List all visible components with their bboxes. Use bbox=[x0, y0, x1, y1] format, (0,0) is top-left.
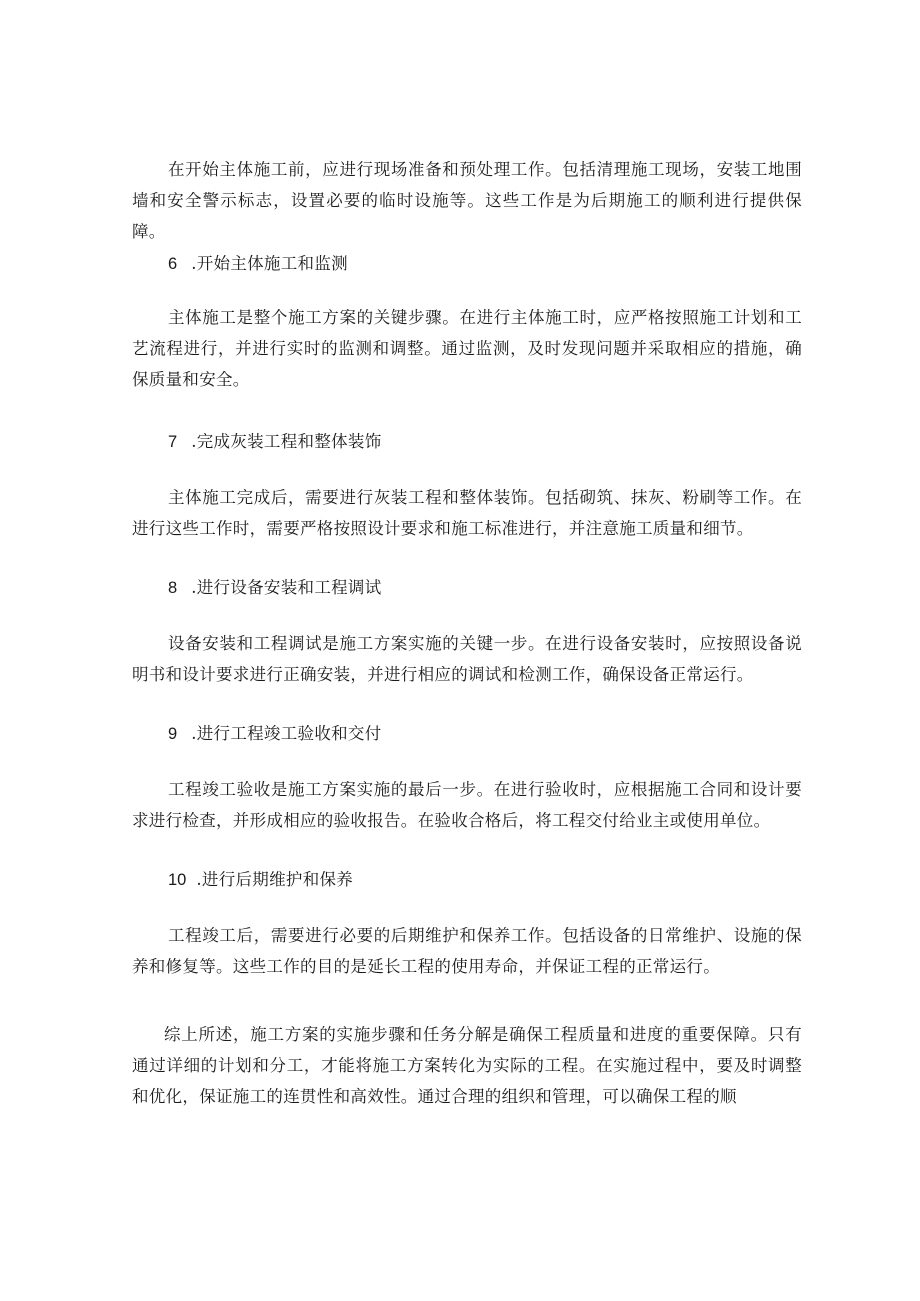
heading-text: .进行工程竣工验收和交付 bbox=[191, 724, 382, 743]
heading-number: 7 bbox=[168, 433, 178, 451]
heading-step-10 bbox=[168, 868, 353, 892]
heading-number: 9 bbox=[168, 725, 178, 743]
heading-number: 8 bbox=[168, 579, 178, 597]
heading-number: 10 bbox=[168, 871, 187, 889]
heading-step-7 bbox=[168, 430, 382, 454]
paragraph-main-construction: 主体施工是整个施工方案的关键步骤。在进行主体施工时，应严格按照施工计划和工艺流程进行，并进行实时的监测和调整。通过监测，及时发现问题并采取相应的措施，确保质量和安全。 bbox=[132, 308, 802, 389]
heading-text: .进行设备安装和工程调试 bbox=[191, 578, 382, 597]
heading-text: .开始主体施工和监测 bbox=[191, 254, 348, 273]
heading-step-6 bbox=[168, 252, 348, 276]
heading-step-8 bbox=[168, 576, 382, 600]
paragraph-summary: 综上所述，施工方案的实施步骤和任务分解是确保工程质量和进度的重要保障。只有通过详细的计划和分工，才能将施工方案转化为实际的工程。在实施过程中，要及时调整和优化，保证施工的连贯性和高效性。通过合理的组织和管理，可以确保工程的顺 bbox=[132, 1025, 802, 1106]
heading-text: .完成灰装工程和整体装饰 bbox=[191, 432, 382, 451]
heading-text: .进行后期维护和保养 bbox=[196, 870, 354, 889]
paragraph-acceptance: 工程竣工验收是施工方案实施的最后一步。在进行验收时，应根据施工合同和设计要求进行检查，并形成相应的验收报告。在验收合格后，将工程交付给业主或使用单位。 bbox=[132, 780, 802, 830]
paragraph-maintenance: 工程竣工后，需要进行必要的后期维护和保养工作。包括设备的日常维护、设施的保养和修复等。这些工作的目的是延长工程的使用寿命，并保证工程的正常运行。 bbox=[132, 926, 802, 976]
paragraph-site-preparation: 在开始主体施工前，应进行现场准备和预处理工作。包括清理施工现场，安装工地围墙和安全警示标志，设置必要的临时设施等。这些工作是为后期施工的顺利进行提供保障。 bbox=[132, 160, 802, 241]
heading-step-9 bbox=[168, 722, 382, 746]
paragraph-decoration: 主体施工完成后，需要进行灰装工程和整体装饰。包括砌筑、抹灰、粉刷等工作。在进行这些工作时，需要严格按照设计要求和施工标准进行，并注意施工质量和细节。 bbox=[132, 488, 802, 538]
paragraph-equipment-installation: 设备安装和工程调试是施工方案实施的关键一步。在进行设备安装时，应按照设备说明书和设计要求进行正确安装，并进行相应的调试和检测工作，确保设备正常运行。 bbox=[132, 634, 802, 684]
heading-number: 6 bbox=[168, 255, 178, 273]
